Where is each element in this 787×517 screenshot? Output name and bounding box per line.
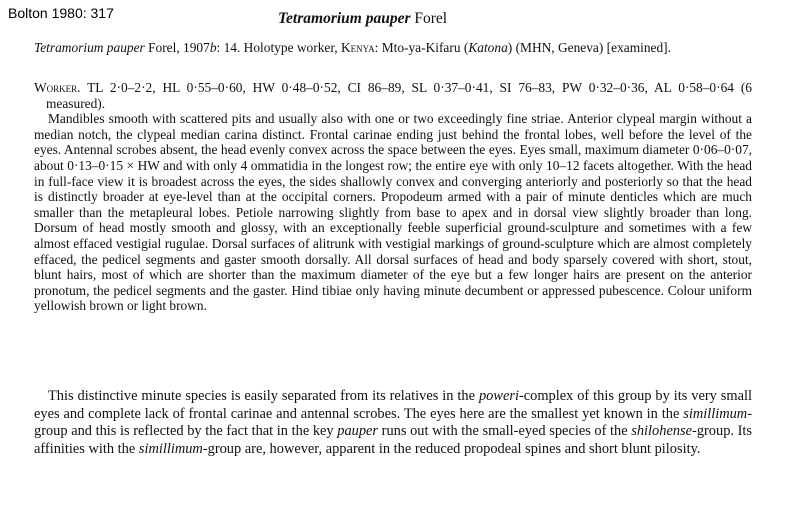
discussion-s4: runs out with the small-eyed species of the: [378, 423, 632, 439]
discussion-simillimum-1: simillimum: [683, 405, 748, 422]
worker-measurements: TL 2·0–2·2, HL 0·55–0·60, HW 0·48–0·52, CI 86–89, SL 0·37–0·41, SI 76–83, PW 0·32–0·36, AL 0·58–0·64 (6 measured).: [46, 80, 752, 111]
citation-paragraph: [34, 39, 764, 57]
citation-b: b: [209, 40, 217, 55]
citation-rest2: : Mto-ya-Kifaru (: [374, 40, 469, 55]
citation-rest3: ) (MHN, Geneva) [examined].: [507, 40, 671, 55]
discussion-paragraph: [34, 388, 752, 458]
discussion-shilohense: shilohense: [631, 423, 693, 439]
discussion-simillimum-2: simillimum: [138, 440, 203, 457]
worker-measurements-paragraph: [34, 80, 752, 111]
title-author: Forel: [414, 10, 448, 27]
worker-heading: Worker.: [34, 80, 81, 95]
discussion-pauper: pauper: [337, 423, 379, 439]
discussion-s1: This distinctive minute species is easily separated from its relatives in the: [48, 388, 479, 404]
discussion-s2: -complex of this group by its very small eyes and complete lack of frontal carinae and antennal scrobes. The eyes here are the smallest yet known in the: [34, 388, 752, 422]
discussion-s6: -group are, however, apparent in the reduced propodeal spines and short blunt pilosity.: [202, 440, 701, 457]
worker-section: [34, 80, 752, 314]
discussion-s5: -group. Its affinities with the: [34, 423, 753, 457]
citation-kenya: Kenya: [340, 40, 375, 55]
citation-species: Tetramorium pauper: [34, 40, 145, 55]
title-species: Tetramorium pauper: [278, 10, 411, 27]
citation-text: Forel, 1907: [144, 40, 210, 55]
citation-rest1: : 14. Holotype worker,: [216, 40, 341, 55]
citation-collector: Katona: [468, 40, 508, 55]
worker-description: Mandibles smooth with scattered pits and usually also with one or two exceedingly fine striae. Anterior clypeal margin without a median notch, the clypeal median carina distinct. Frontal carinae ending just behind the frontal lobes, well before the level of the eyes. Antennal scrobes absent, the head evenly convex across the space between the eyes. Eyes small, maximum diameter 0·06–0·07, about 0·13–0·15 × HW and with only 4 ommatidia in the longest row; the entire eye with only 10–12 facets altogether. With the head in full-face view it is broadest across the eyes, the sides shallowly convex and converging anteriorly and posteriorly so that the head is distinctly broader at eye-level than at the occipital corners. Propodeum armed with a pair of minute denticles which are much smaller than the metapleural lobes. Petiole narrowing slightly from base to apex and in dorsal view slightly broader than long. Dorsum of head mostly smooth and glossy, with an exceptionally feeble superficial ground-sculpture and sometimes with a few almost effaced vestigial rugulae. Dorsal surfaces of alitrunk with vestigial markings of ground-sculpture which are almost completely effaced, the pedicel segments and gaster smooth dorsally. All dorsal surfaces of head and body sparsely covered with short, stout, blunt hairs, most of which are shorter than the maximum diameter of the eye but a few longer hairs are present on the anterior pronotum, the pedicel segments and the gaster. Hind tibiae only having minute decumbent or appressed pubescence. Colour uniform yellowish brown or light brown.: [34, 111, 752, 314]
discussion-text: [34, 388, 752, 458]
discussion-s3: -group and this is reflected by the fact that in the key: [34, 405, 752, 439]
source-label: Bolton 1980: 317: [8, 5, 114, 21]
page-title: [278, 10, 447, 28]
discussion-powerii: poweri: [478, 388, 519, 404]
